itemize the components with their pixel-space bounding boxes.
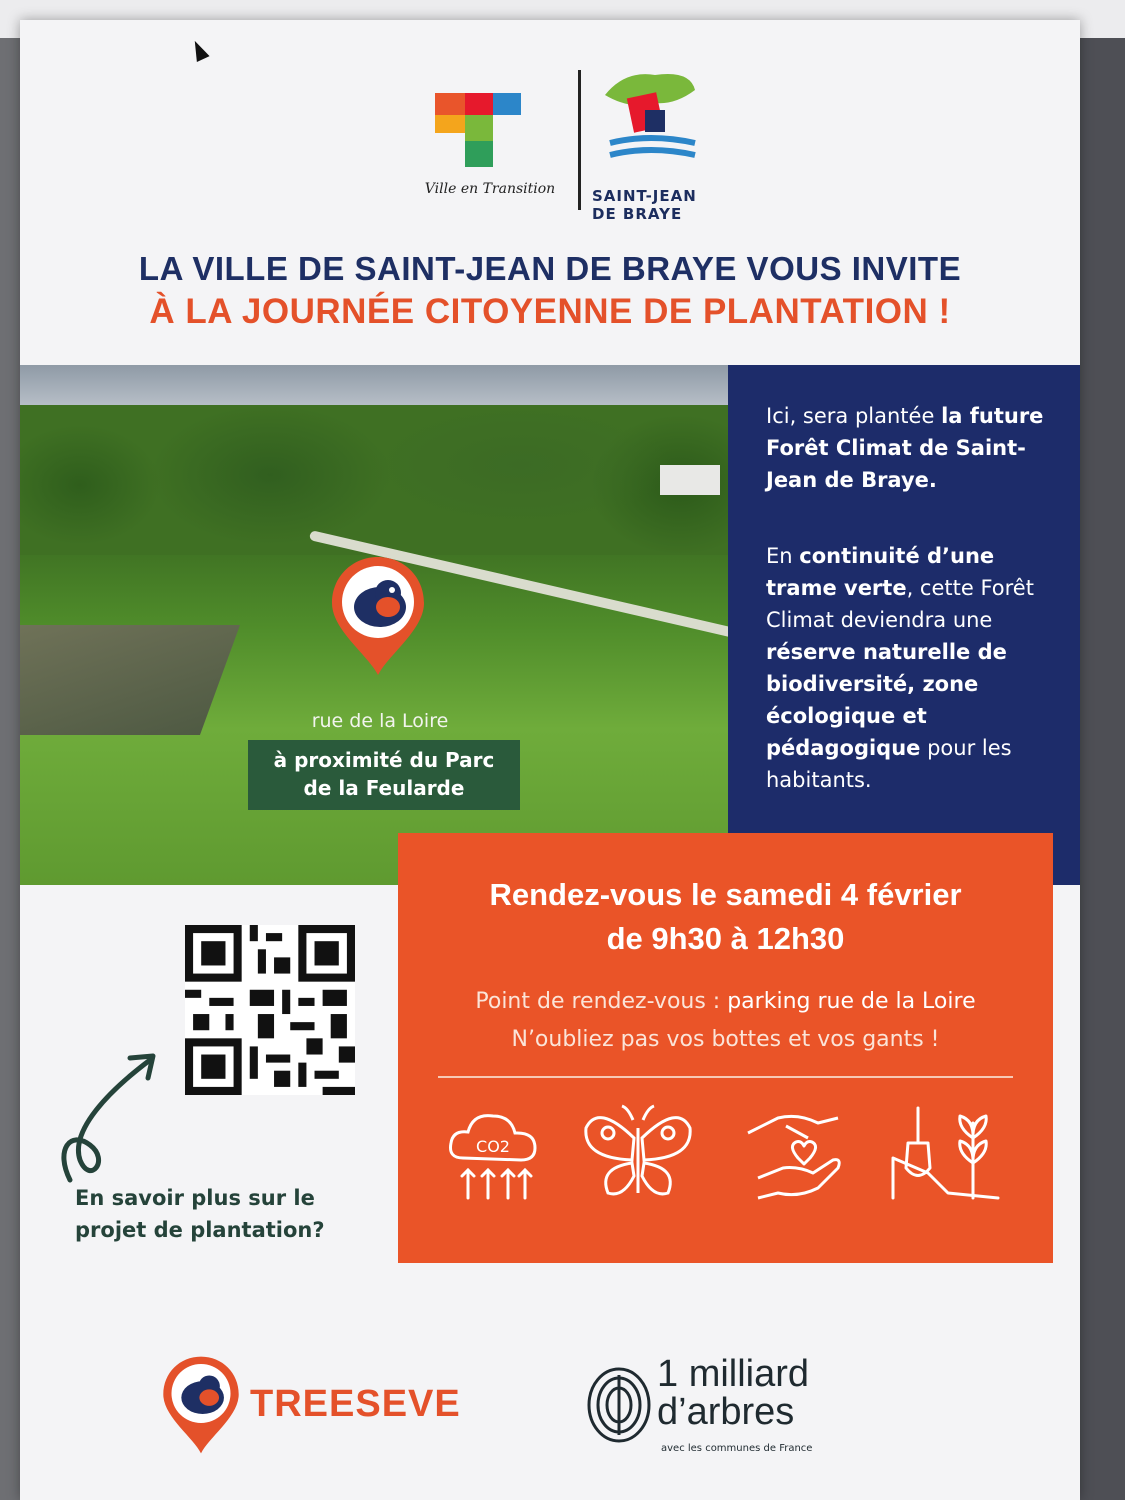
curly-arrow-icon [50,1020,200,1185]
headline [20,250,1080,332]
info-paragraph-1 [766,400,1056,496]
co2-label: CO2 [476,1137,510,1156]
planting-tools-icon [888,1098,1008,1208]
learn-more-line1: En savoir plus sur le [75,1186,315,1210]
ville-en-transition-text: Ville en Transition [424,181,556,197]
saint-jean-de-braye-text [592,187,697,223]
event-details [398,983,1053,1059]
learn-more-text [75,1182,395,1246]
meeting-point [398,983,1053,1021]
milliard-arbres-logo [585,1355,865,1465]
milliard-subtitle: avec les communes de France [661,1443,813,1454]
meeting-prefix: Point de rendez-vous : [475,989,728,1014]
photo-river [20,625,240,735]
info-panel [728,365,1080,885]
header-logos [410,65,730,235]
info-p2-d: réserve naturelle de biodiversité, zone écologique et pédagogique [766,640,1007,760]
qr-code[interactable] [185,925,355,1095]
info-p1-b: la future Forêt Climat de Saint-Jean de Braye. [766,404,1044,492]
milliard-text [657,1355,809,1431]
milliard-line2: d’arbres [657,1391,795,1433]
info-p2-e: pour les habitants. [766,736,1012,792]
meeting-place: parking rue de la Loire [727,989,976,1014]
headline-line1: LA VILLE DE SAINT-JEAN DE BRAYE VOUS INVITE [138,250,962,287]
location-pin-icon [330,555,426,677]
treeseve-logo [160,1355,540,1455]
treeseve-pin-icon [160,1355,242,1455]
butterfly-icon [578,1098,698,1208]
event-title-line2: de 9h30 à 12h30 [606,921,845,956]
learn-more-line2: projet de plantation? [75,1218,325,1242]
tree-rings-icon [585,1365,653,1445]
saint-jean-de-braye-logo [595,65,705,175]
poster [20,20,1080,1500]
park-photo [20,365,730,885]
hands-heart-icon [738,1098,858,1208]
info-p2-a: En [766,544,800,568]
co2-cloud-icon [443,1098,543,1208]
ville-en-transition-logo [435,93,525,183]
nearby-line1: à proximité du Parc [273,748,495,772]
event-icons [428,1098,1028,1228]
sjb-line1: SAINT-JEAN [592,187,697,205]
info-p1-a: Ici, sera plantée [766,404,942,428]
event-title [398,873,1053,961]
event-divider [438,1076,1013,1078]
info-p2-c: , cette Forêt Climat deviendra une [766,576,1034,632]
milliard-line1: 1 milliard [657,1353,810,1395]
event-title-line1: Rendez-vous le samedi 4 février [489,877,962,912]
photo-trees [20,405,730,555]
street-label: rue de la Loire [311,710,449,732]
nearby-line2: de la Feularde [303,776,465,800]
logo-divider [578,70,581,210]
event-panel [398,833,1053,1263]
info-p2-b: continuité d’une trame verte [766,544,995,600]
sjb-line2: DE BRAYE [592,205,683,223]
info-paragraph-2 [766,540,1056,796]
photo-house [660,465,720,495]
headline-line2: À LA JOURNÉE CITOYENNE DE PLANTATION ! [149,292,951,331]
treeseve-text: TREESEVE [250,1383,461,1425]
nearby-label [248,740,520,810]
qr-code-image [185,925,355,1095]
reminder-text: N’oubliez pas vos bottes et vos gants ! [511,1027,940,1052]
